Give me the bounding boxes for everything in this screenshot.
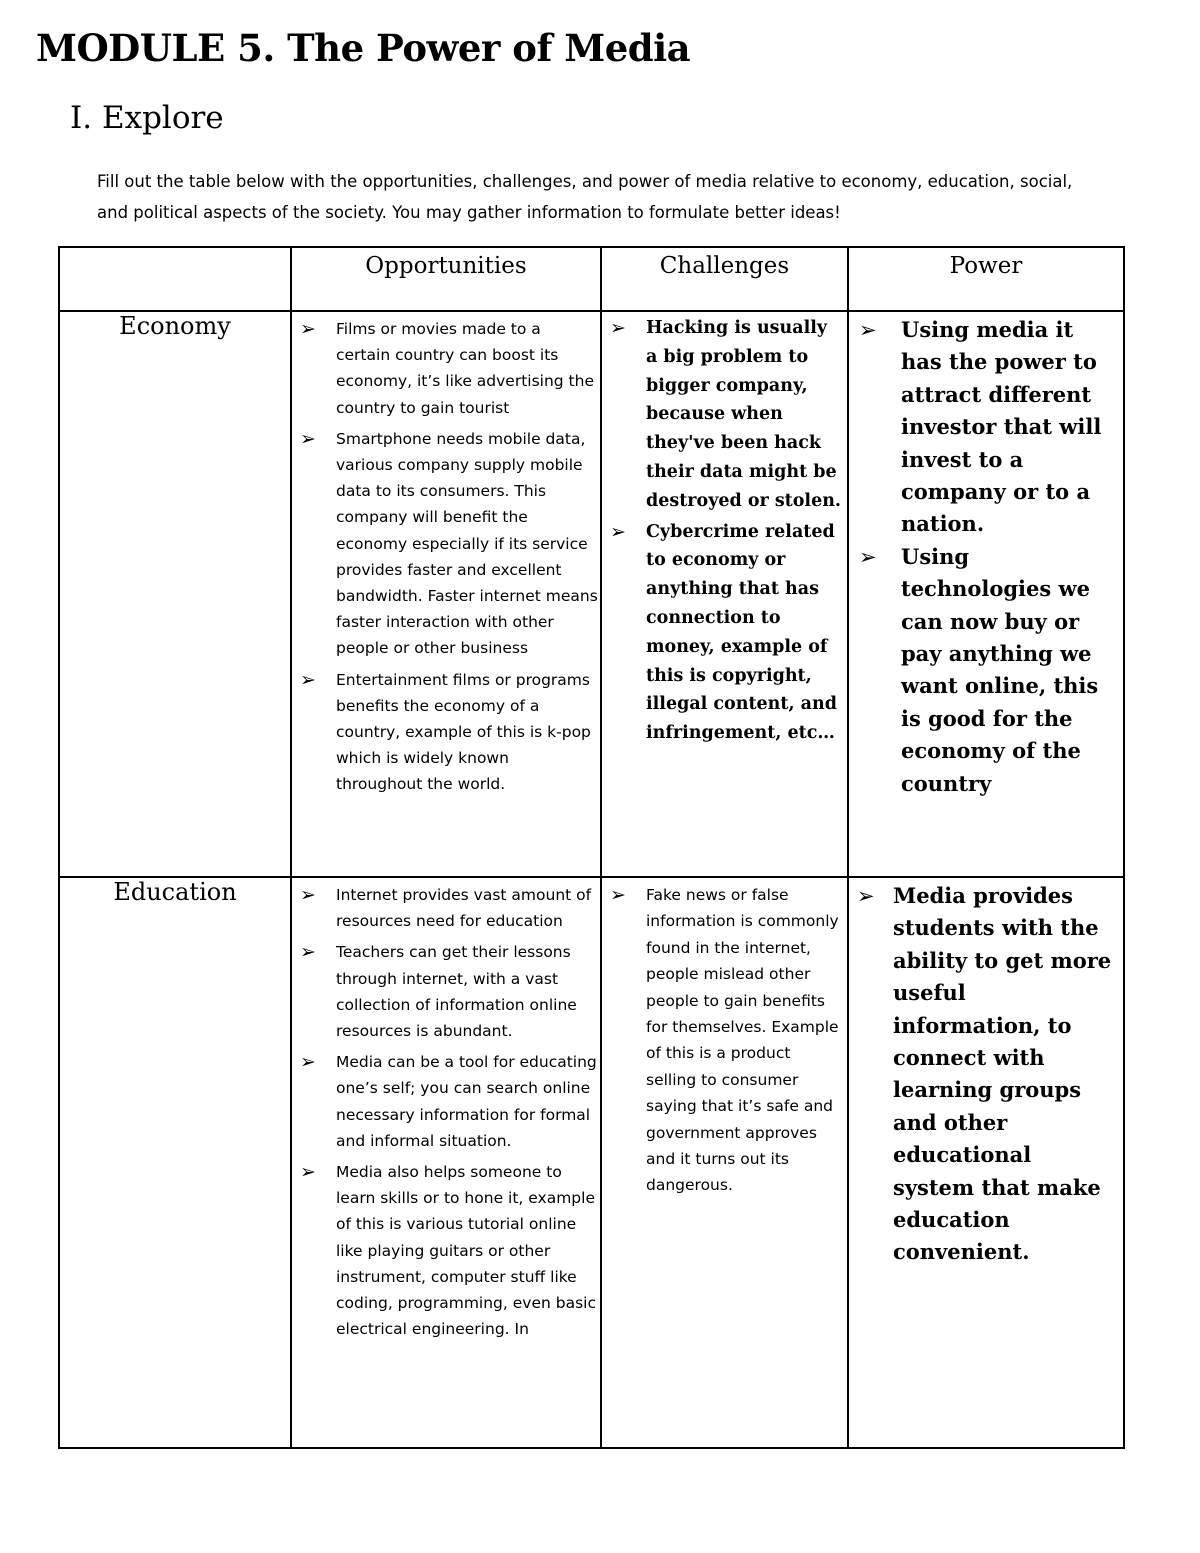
- arrowhead-bullet-icon: ➢: [859, 318, 877, 342]
- bullet-text: Media also helps someone to learn skills or to hone it, example of this is various tutorial online like playing guitars or other instrument, computer stuff like coding, programming, even basic electrical engineering. In: [336, 1163, 596, 1339]
- section-title: I. Explore: [70, 100, 224, 136]
- education-challenges-list: [602, 878, 847, 1199]
- list-item: [300, 667, 598, 798]
- bullet-text: Hacking is usually a big problem to bigger company, because when they've been hack their data might be destroyed or stolen.: [646, 318, 842, 511]
- header-cell-empty: [59, 247, 291, 311]
- arrowhead-bullet-icon: ➢: [300, 427, 316, 450]
- list-item: [859, 541, 1119, 800]
- arrowhead-bullet-icon: ➢: [300, 668, 316, 691]
- list-item: [300, 426, 598, 662]
- education-power-cell[interactable]: [848, 877, 1124, 1448]
- list-item: [610, 882, 845, 1199]
- table-header-row: [59, 247, 1124, 311]
- education-challenges-cell[interactable]: [601, 877, 848, 1448]
- list-item: [610, 518, 843, 748]
- table-row-economy: [59, 311, 1124, 877]
- bullet-text: Smartphone needs mobile data, various company supply mobile data to its consumers. This company will benefit the economy especially if its service provides faster and excellent bandwidth. Faster internet means faster interaction with other people or other business: [336, 429, 598, 658]
- arrowhead-bullet-icon: ➢: [300, 884, 316, 906]
- header-opportunities: Opportunities: [291, 247, 601, 311]
- economy-opportunities-cell[interactable]: [291, 311, 601, 877]
- bullet-text: Films or movies made to a certain country can boost its economy, it’s like advertising the country to gain tourist: [336, 320, 594, 417]
- bullet-text: Media can be a tool for educating one’s self; you can search online necessary information for formal and informal situation.: [336, 1053, 597, 1150]
- list-item: [300, 882, 598, 934]
- economy-power-list: [849, 312, 1123, 800]
- bullet-text: Using media it has the power to attract different investor that will invest to a company or to a nation.: [901, 317, 1102, 537]
- bullet-text: Fake news or false information is commonly found in the internet, people mislead other people to gain benefits for themselves. Example of this is a product selling to consumer saying that it’s safe and government approves and it turns out its dangerous.: [646, 886, 839, 1195]
- list-item: [300, 316, 598, 421]
- header-power: Power: [848, 247, 1124, 311]
- page-title: MODULE 5. The Power of Media: [36, 26, 691, 70]
- arrowhead-bullet-icon: ➢: [610, 520, 626, 543]
- arrowhead-bullet-icon: ➢: [857, 884, 875, 908]
- header-challenges: Challenges: [601, 247, 848, 311]
- bullet-text: Internet provides vast amount of resources need for education: [336, 886, 592, 931]
- economy-power-cell[interactable]: [848, 311, 1124, 877]
- education-power-list: [849, 878, 1123, 1269]
- arrowhead-bullet-icon: ➢: [300, 1051, 316, 1074]
- list-item: [300, 1159, 598, 1342]
- bullet-text: Entertainment films or programs benefits the economy of a country, example of this is k-pop which is widely known throughout the world.: [336, 670, 591, 794]
- list-item: [610, 314, 843, 516]
- bullet-text: Teachers can get their lessons through internet, with a vast collection of information online resources is abundant.: [336, 943, 577, 1041]
- economy-challenges-cell[interactable]: [601, 311, 848, 877]
- economy-opportunities-list: [292, 312, 600, 798]
- economy-challenges-list: [602, 312, 847, 748]
- explore-table: [58, 246, 1125, 1449]
- list-item: [859, 314, 1119, 541]
- list-item: [300, 1049, 598, 1154]
- list-item: [300, 939, 598, 1044]
- arrowhead-bullet-icon: ➢: [610, 317, 626, 339]
- education-opportunities-cell[interactable]: [291, 877, 601, 1448]
- arrowhead-bullet-icon: ➢: [610, 884, 626, 906]
- row-label-economy: Economy: [59, 311, 291, 877]
- arrowhead-bullet-icon: ➢: [300, 1161, 316, 1184]
- list-item: [857, 880, 1119, 1269]
- bullet-text: Cybercrime related to economy or anything that has connection to money, example of this is copyright, illegal content, and infringement, etc…: [646, 521, 837, 744]
- arrowhead-bullet-icon: ➢: [859, 544, 877, 569]
- instructions-text: Fill out the table below with the opportunities, challenges, and power of media relative to economy, education, social, and political aspects of the society. You may gather information to formulate better ideas!: [97, 172, 1073, 222]
- bullet-text: Media provides students with the ability to get more useful information, to connect with learning groups and other educational system that make education convenient.: [893, 883, 1112, 1265]
- education-opportunities-list: [292, 878, 600, 1342]
- arrowhead-bullet-icon: ➢: [300, 941, 316, 964]
- bullet-text: Using technologies we can now buy or pay anything we want online, this is good for the economy of the country: [901, 543, 1099, 796]
- table-row-education: [59, 877, 1124, 1448]
- row-label-education: Education: [59, 877, 291, 1448]
- arrowhead-bullet-icon: ➢: [300, 318, 316, 340]
